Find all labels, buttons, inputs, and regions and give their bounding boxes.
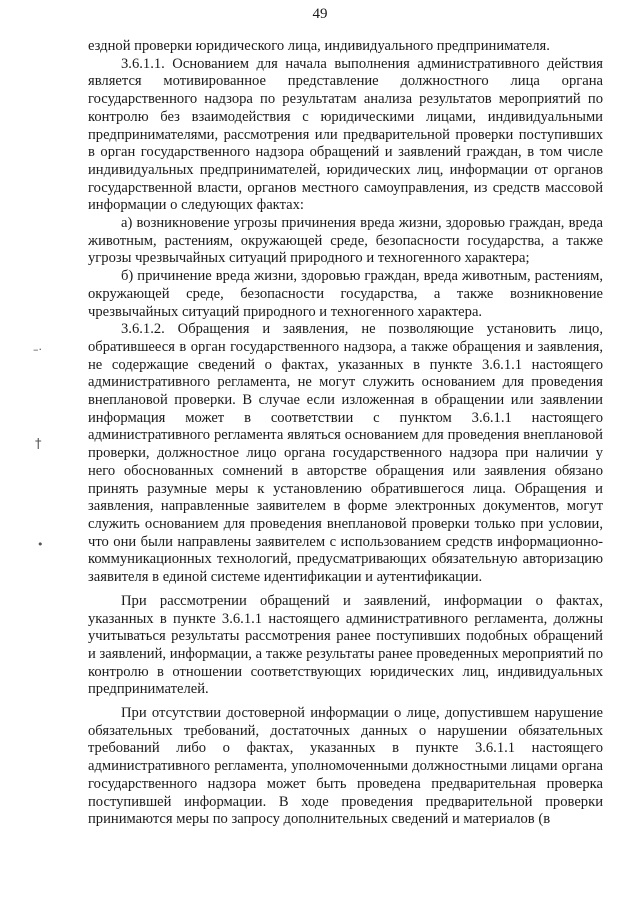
- paragraph-item-b: б) причинение вреда жизни, здоровью граждан, вреда животным, растениям, окружающей среде, безопасности государства, а также возникновение чрезвычайных ситуаций природного и техногенного характера.: [88, 268, 603, 320]
- document-body: [88, 38, 603, 829]
- page-number: 49: [312, 6, 328, 22]
- paragraph-3-6-1-2: 3.6.1.2. Обращения и заявления, не позволяющие установить лицо, обратившееся в орган государственного надзора, а также обращения и заявления, не содержащие сведений о фактах, указанных в пункте 3.6.1.1 настоящего административного регламента, не могут служить основанием для проведения внеплановой проверки. В случае если изложенная в обращении или заявлении информация может в соответствии с пунктом 3.6.1.1 настоящего административного регламента являться основанием для проведения внеплановой проверки, должностное лицо органа государственного надзора при наличии у него обоснованных сомнений в авторстве обращения или заявления обязано принять разумные меры к установлению обратившегося лица. Обращения и заявления, направленные заявителем в форме электронных документов, могут служить основанием для проведения внеплановой проверки только при условии, что они были направлены заявителем с использованием средств информационно-коммуникационных технологий, предусматривающих обязательную авторизацию заявителя в единой системе идентификации и аутентификации.: [88, 321, 603, 586]
- paragraph-item-a: а) возникновение угрозы причинения вреда жизни, здоровью граждан, вреда животным, растениям, окружающей среде, безопасности государства, а также угрозы чрезвычайных ситуаций природного и техногенного характера;: [88, 215, 603, 267]
- paragraph-3-6-1-1: 3.6.1.1. Основанием для начала выполнения административного действия является мотивированное представление должностного лица органа государственного надзора по результатам анализа результатов мероприятий по контролю без взаимодействия с юридическими лицами, индивидуальными предпринимателями, рассмотрения или предварительной проверки поступивших в орган государственного надзора обращений и заявлений граждан, в том числе индивидуальных предпринимателей, юридических лиц, информации от органов государственной власти, органов местного самоуправления, из средств массовой информации о следующих фактах:: [88, 55, 603, 214]
- paragraph-continuation: ездной проверки юридического лица, индивидуального предпринимателя.: [88, 38, 550, 54]
- margin-dot-mark: •: [37, 538, 44, 551]
- margin-dash-mark: –·: [33, 343, 42, 356]
- paragraph-consideration: При рассмотрении обращений и заявлений, информации о фактах, указанных в пункте 3.6.1.1 настоящего административного регламента, должны учитываться результаты рассмотрения ранее поступивших подобных обращений и заявлений, информации, а также результаты ранее проведенных мероприятий по контролю в отношении соответствующих юридических лиц, индивидуальных предпринимателей.: [88, 592, 603, 698]
- margin-cross-mark: †: [35, 437, 42, 452]
- paragraph-preliminary-check: При отсутствии достоверной информации о лице, допустившем нарушение обязательных требований, достаточных данных о нарушении обязательных требований либо о фактах, указанных в пункте 3.6.1.1 настоящего административного регламента, уполномоченными должностными лицами органа государственного надзора может быть проведена предварительная проверка поступившей информации. В ходе проведения предварительной проверки принимаются меры по запросу дополнительных сведений и материалов (в: [88, 705, 603, 828]
